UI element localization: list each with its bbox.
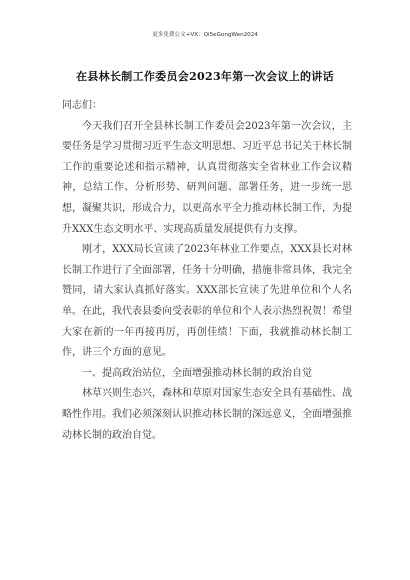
header-note: 更多免费公文+VX：Qi5eGongWen2024 (152, 32, 258, 38)
section-heading-1: 一、提高政治站位，全面增强推动林长制的政治自觉 (82, 367, 312, 379)
document-body (62, 96, 352, 446)
paragraph-section-1: 林草兴则生态兴，森林和草原对国家生态安全具有基础性、战略性作用。我们必须深刻认识推动林长制的深远意义，全面增强推动林长制的政治自觉。 (62, 388, 352, 441)
salutation: 同志们： (62, 100, 102, 111)
paragraph-remarks: 刚才，XXX局长宣读了2023年林业工作要点，XXX县长对林长制工作进行了全面部署，任务十分明确，措施非常具体，我完全赞同，请大家认真抓好落实。XXX部长宣读了先进单位和个人名单。在此，我代表县委向受表彰的单位和个人表示热烈祝贺！希望大家在新的一年再接再厉，再创佳绩！下面，我就推动林长制工作，讲三个方面的意见。 (62, 244, 352, 359)
paragraph-opening: 今天我们召开全县林长制工作委员会2023年第一次会议，主要任务是学习贯彻习近平生态文明思想、习近平总书记关于林长制工作的重要论述和指示精神，认真贯彻落实全省林业工作会议精神，总结工作、分析形势、研判问题、部署任务，进一步统一思想，凝聚共识，形成合力，以更高水平全力推动林长制工作，为提升XXX生态文明水平、实现高质量发展提供有力支撑。 (62, 120, 352, 235)
document-title: 在县林长制工作委员会2023年第一次会议上的讲话 (76, 70, 334, 83)
